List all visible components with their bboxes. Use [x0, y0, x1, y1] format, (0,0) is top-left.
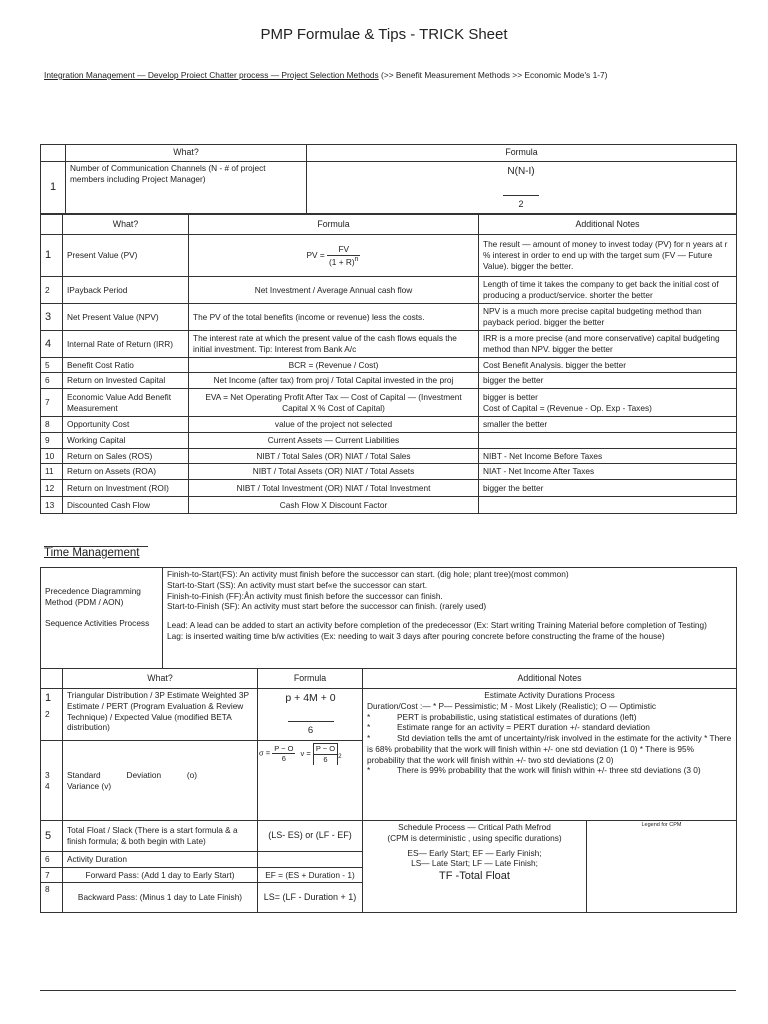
- pdm-process: Sequence Activities Process: [45, 617, 150, 628]
- row-notes: NIAT - Net Income After Taxes: [479, 464, 737, 480]
- row-formula: EVA = Net Operating Profit After Tax — Cost of Capital — (Investment Capital X % Cost of Capital): [189, 389, 479, 417]
- header-formula: Formula: [189, 215, 479, 235]
- pert-num-1: 1: [45, 692, 52, 704]
- sigma-lhs: σ =: [259, 748, 271, 758]
- table-row: [41, 389, 737, 417]
- row-num: 3: [41, 304, 63, 331]
- variance-fraction: [314, 744, 337, 765]
- time-header-notes: Additional Notes: [363, 669, 737, 689]
- row-notes: [479, 433, 737, 449]
- pert-formula-bottom: 6: [307, 724, 314, 736]
- row-what: Net Present Value (NPV): [63, 304, 189, 331]
- header-what: What?: [63, 215, 189, 235]
- variance-exp: 2: [338, 753, 342, 761]
- cpm-ls: LS— Late Start; LF — Late Finish;: [411, 858, 538, 869]
- integration-subheader: [44, 70, 607, 80]
- row-what: Return on Invested Capital: [63, 373, 189, 389]
- comm-row-what: Number of Communication Channels (N - # of project members including Project Manager): [66, 162, 307, 214]
- float-what: Total Float / Slack (There is a start formula & a finish formula; & both begin with Late): [63, 821, 258, 852]
- row-formula: Cash Flow X Discount Factor: [189, 497, 479, 514]
- comm-header-formula: Formula: [307, 145, 737, 162]
- comm-blank-header: [41, 145, 66, 162]
- estimate-note: There is 99% probability that the work will finish within +/- three std deviations (3 0): [397, 765, 701, 776]
- row-notes: Length of time it takes the company to get back the initial cost of producing a product/service. shorter the better: [479, 277, 737, 304]
- row-what: Return on Assets (ROA): [63, 464, 189, 480]
- float-num: 5: [41, 821, 63, 852]
- cpm-sub: (CPM is deterministic , using specific durations): [387, 832, 562, 843]
- row-what: Working Capital: [63, 433, 189, 449]
- time-management-heading: Time Management: [44, 547, 140, 559]
- backward-what: Backward Pass: (Minus 1 day to Late Finish): [63, 883, 258, 913]
- row-what: Opportunity Cost: [63, 417, 189, 433]
- integration-blank-header: [41, 215, 63, 235]
- sigma-num: P − O: [274, 743, 294, 753]
- row-num: 12: [41, 480, 63, 497]
- table-row: [41, 331, 737, 358]
- estimate-note: Duration/Cost :— * P— Pessimistic; M - Most Likely (Realistic); O — Optimistic: [367, 700, 657, 711]
- stddev-num-4: 4: [45, 780, 50, 791]
- stddev-num-3: 3: [45, 769, 50, 780]
- table-row: [41, 480, 737, 497]
- forward-num: 7: [41, 868, 63, 883]
- row-formula: NIBT / Total Investment (OR) NIAT / Total Investment: [189, 480, 479, 497]
- row-num: 11: [41, 464, 63, 480]
- pdm-table: [40, 567, 737, 669]
- estimate-note: Estimate range for an activity = PERT duration +/- standard deviation: [397, 722, 650, 733]
- pv-exp: n: [354, 255, 359, 263]
- pv-lhs: PV =: [306, 249, 325, 260]
- estimate-note: Std deviation tells the amt of uncertainty/risk involved in the estimate for the activity * There is 68% probability that the work will finish within +/- one std deviation (1 0) * There is 95% probability that the work will finish within +/- two std deviations (2 0): [367, 733, 732, 765]
- estimate-note: PERT is probabilistic, using statistical estimates of durations (left): [397, 711, 637, 722]
- sigma-den: 6: [281, 754, 286, 764]
- pdm-sf: Start-to-Finish (SF): An activity must start before the successor can finish. (rarely used): [167, 601, 487, 612]
- pv-formula: [189, 235, 479, 277]
- comm-header-what: What?: [66, 145, 307, 162]
- comm-formula-top: N(N-I): [507, 165, 535, 177]
- pert-what: Triangular Distribution / 3P Estimate Weighted 3P Estimate / PERT (Program Evaluation & Review Technique) / Expected Value (modified BETA distribution): [63, 689, 258, 741]
- row-notes: IRR is a more precise (and more conservative) capital budgeting method than NPV. bigger the better: [479, 331, 737, 358]
- pert-fraction-bar: [288, 721, 334, 722]
- bottom-rule: [40, 990, 736, 991]
- row-notes: [479, 497, 737, 514]
- row-formula: BCR = (Revenue / Cost): [189, 358, 479, 373]
- row-what: Return on Sales (ROS): [63, 449, 189, 464]
- table-row: [41, 304, 737, 331]
- row-what: Present Value (PV): [63, 235, 189, 277]
- variance-lhs: v =: [300, 748, 311, 758]
- row-formula: Current Assets — Current Liabilities: [189, 433, 479, 449]
- row-num: 13: [41, 497, 63, 514]
- stddev-variance: Variance (v): [67, 780, 112, 791]
- row-num: 5: [41, 358, 63, 373]
- backward-num: 8: [41, 883, 63, 913]
- pdm-method: Precedence Diagramming Method (PDM / AON): [45, 586, 141, 607]
- row-num: 6: [41, 373, 63, 389]
- comm-formula-bottom: 2: [518, 198, 524, 209]
- stddev-formula: [258, 741, 363, 821]
- row-what: Return on Investment (ROI): [63, 480, 189, 497]
- pert-formula: [258, 689, 363, 741]
- pert-num-2: 2: [45, 709, 50, 720]
- row-formula: value of the project not selected: [189, 417, 479, 433]
- pv-fraction: [327, 244, 360, 267]
- pv-den: (1 + R): [329, 256, 355, 267]
- bullet: *: [367, 722, 371, 733]
- table-row: [41, 497, 737, 514]
- communication-table: [40, 144, 737, 214]
- pdm-ss: Start-to-Start (SS): An activity must start bef«e the successor can start.: [167, 579, 428, 590]
- variance-den: 6: [323, 754, 328, 764]
- row-num: 1: [41, 235, 63, 277]
- backward-formula: LS= (LF - Duration + 1): [258, 883, 363, 913]
- row-what: Benefit Cost Ratio: [63, 358, 189, 373]
- stddev-word-3: (o): [186, 769, 197, 780]
- float-formula: (LS- ES) or (LF - EF): [258, 821, 363, 852]
- row-formula: The PV of the total benefits (income or revenue) less the costs.: [189, 304, 479, 331]
- row-num: 8: [41, 417, 63, 433]
- pdm-ff: Finish-to-Finish (FF):Ån activity must finish before the successor can finish.: [167, 590, 443, 601]
- subheader-underlined: Integration Management — Develop Proiect Chatter process — Project Selection Methods: [44, 70, 379, 80]
- bullet: *: [367, 733, 371, 744]
- stddev-word-2: Deviation: [126, 769, 162, 780]
- cpm-es: ES— Early Start; EF — Early Finish;: [407, 847, 542, 858]
- stddev-nums: [41, 741, 63, 821]
- cpm-tf: TF -Total Float: [439, 870, 510, 883]
- row-num: 4: [41, 331, 63, 358]
- stddev-word-1: Standard: [67, 769, 101, 780]
- row-formula: Net Income (after tax) from proj / Total Capital invested in the proj: [189, 373, 479, 389]
- forward-formula: EF = (ES + Duration - 1): [258, 868, 363, 883]
- time-blank-header: [41, 669, 63, 689]
- bullet: *: [367, 765, 371, 776]
- integration-table: [40, 214, 737, 514]
- pdm-left-cell: [41, 568, 163, 669]
- stddev-what: [63, 741, 258, 821]
- row-formula: NIBT / Total Assets (OR) NIAT / Total Assets: [189, 464, 479, 480]
- table-row: [41, 449, 737, 464]
- pdm-fs: Finish-to-Start(FS): An activity must finish before the successor can start. (dig hole; plant tree)(most common): [167, 569, 569, 579]
- row-notes: Cost Benefit Analysis. bigger the better: [479, 358, 737, 373]
- pdm-right-cell: [163, 568, 737, 669]
- table-row: [41, 277, 737, 304]
- row-num: 2: [41, 277, 63, 304]
- row-num: 7: [41, 389, 63, 417]
- comm-formula-cell: [307, 162, 737, 214]
- estimate-notes-cell: [363, 689, 737, 821]
- estimate-notes-title: Estimate Activity Durations Process: [484, 690, 615, 700]
- table-row: [41, 433, 737, 449]
- row-formula: The interest rate at which the present value of the cash flows equals the initial investment. Tip: Interest from Bank A/c: [189, 331, 479, 358]
- cpm-title: Schedule Process — Critical Path Mefrod: [398, 822, 551, 832]
- header-notes: Additional Notes: [479, 215, 737, 235]
- duration-num: 6: [41, 852, 63, 868]
- sigma-fraction: [272, 744, 295, 765]
- duration-what: Activity Duration: [63, 852, 258, 868]
- variance-bracket: [313, 743, 338, 765]
- pert-nums: [41, 689, 63, 741]
- row-notes: smaller the better: [479, 417, 737, 433]
- row-notes: bigger the better: [479, 373, 737, 389]
- bullet: *: [367, 711, 371, 722]
- pdm-lag: Lag: is inserted waiting time b/w activities (Ex: needing to wait 3 days after pouring concrete before constructing the frame of the house): [167, 630, 665, 641]
- forward-what: Forward Pass: (Add 1 day to Early Start): [63, 868, 258, 883]
- row-notes: NIBT - Net Income Before Taxes: [479, 449, 737, 464]
- cpm-legend-label: Legend for CPM: [641, 822, 682, 828]
- page-title: PMP Formulae & Tips - TRICK Sheet: [260, 26, 508, 43]
- table-row: [41, 464, 737, 480]
- comm-fraction-bar: [503, 195, 539, 196]
- row-what: Discounted Cash Flow: [63, 497, 189, 514]
- duration-formula: [258, 852, 363, 868]
- row-num: 9: [41, 433, 63, 449]
- subheader-rest: (>> Benefit Measurement Methods >> Economic Mode's 1-7): [378, 70, 608, 80]
- row-what: Internal Rate of Return (IRR): [63, 331, 189, 358]
- table-row: [41, 417, 737, 433]
- cpm-cell: [363, 821, 587, 913]
- row-what: Economic Value Add Benefit Measurement: [63, 389, 189, 417]
- pert-formula-top: p + 4M + 0: [285, 691, 336, 704]
- comm-row-num: 1: [41, 162, 66, 214]
- pdm-lead: Lead: A lead can be added to start an activity before completion of the predecessor (Ex: Start writing Training Material before completion of Testing): [167, 620, 707, 631]
- table-row: [41, 358, 737, 373]
- table-row: [41, 373, 737, 389]
- variance-num: P − O: [315, 744, 336, 753]
- time-table: [40, 668, 737, 913]
- row-notes: bigger is better Cost of Capital = (Revenue - Op. Exp - Taxes): [479, 389, 737, 417]
- table-row: [41, 235, 737, 277]
- time-header-what: What?: [63, 669, 258, 689]
- time-header-formula: Formula: [258, 669, 363, 689]
- row-notes: bigger the better: [479, 480, 737, 497]
- row-formula: NIBT / Total Sales (OR) NIAT / Total Sales: [189, 449, 479, 464]
- row-what: IPayback Period: [63, 277, 189, 304]
- cpm-legend-cell: [587, 821, 737, 913]
- row-notes: The result — amount of money to invest today (PV) for n years at r % interest in order to end up with the target sum (FV — Future Value). bigger the better.: [479, 235, 737, 277]
- row-num: 10: [41, 449, 63, 464]
- row-notes: NPV is a much more precise capital budgeting method than payback period. bigger the better: [479, 304, 737, 331]
- pv-num: FV: [327, 244, 360, 256]
- row-formula: Net Investment / Average Annual cash flow: [189, 277, 479, 304]
